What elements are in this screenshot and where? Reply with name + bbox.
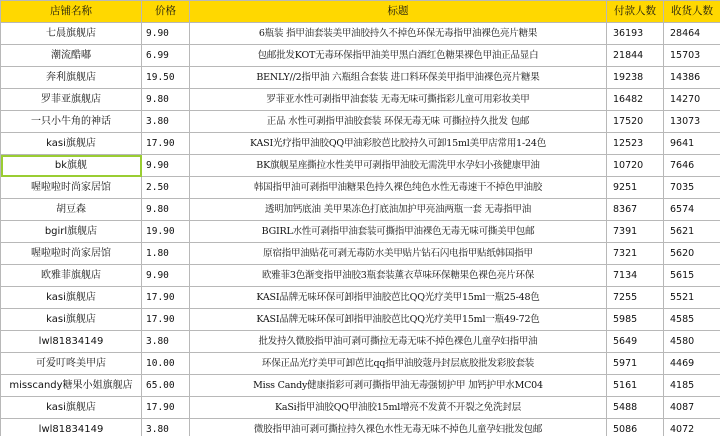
header-title[interactable]: 标题 bbox=[190, 1, 607, 23]
cell-shop[interactable]: 七晨旗舰店 bbox=[1, 23, 142, 45]
cell-shop[interactable]: 一只小牛角的神话 bbox=[1, 111, 142, 133]
cell-shop[interactable]: kasi旗舰店 bbox=[1, 287, 142, 309]
cell-shop[interactable]: misscandy糖果小姐旗舰店 bbox=[1, 375, 142, 397]
cell-price[interactable]: 10.00 bbox=[142, 353, 190, 375]
table-row bbox=[1, 89, 720, 111]
cell-title[interactable]: KASI光疗指甲油胶QQ甲油彩胶芭比胶持久可卸15ml美甲店常用1-24色 bbox=[190, 133, 607, 155]
cell-price[interactable]: 9.90 bbox=[142, 265, 190, 287]
cell-title[interactable]: 6瓶装 指甲油套装美甲油胶持久不掉色环保无毒指甲油裸色亮片糖果 bbox=[190, 23, 607, 45]
cell-payers[interactable]: 5649 bbox=[607, 331, 664, 353]
cell-shop[interactable]: bk旗舰 bbox=[1, 155, 142, 177]
table-row bbox=[1, 177, 720, 199]
cell-shop[interactable]: 胡豆森 bbox=[1, 199, 142, 221]
cell-shop[interactable]: kasi旗舰店 bbox=[1, 133, 142, 155]
cell-price[interactable]: 65.00 bbox=[142, 375, 190, 397]
table-row bbox=[1, 243, 720, 265]
header-receivers[interactable]: 收货人数 bbox=[664, 1, 720, 23]
table-row bbox=[1, 221, 720, 243]
cell-shop[interactable]: lwl81834149 bbox=[1, 419, 142, 436]
header-price[interactable]: 价格 bbox=[142, 1, 190, 23]
table-row bbox=[1, 419, 720, 436]
table-row bbox=[1, 375, 720, 397]
cell-price[interactable]: 3.80 bbox=[142, 419, 190, 436]
cell-title[interactable]: 原宿指甲油贴花可剥无毒防水美甲贴片钻石闪电指甲贴纸韩国指甲 bbox=[190, 243, 607, 265]
cell-payers[interactable]: 5161 bbox=[607, 375, 664, 397]
cell-receivers[interactable]: 15703 bbox=[664, 45, 720, 67]
cell-receivers[interactable]: 5621 bbox=[664, 221, 720, 243]
table-row bbox=[1, 133, 720, 155]
cell-shop[interactable]: 潮流酷嘟 bbox=[1, 45, 142, 67]
cell-price[interactable]: 6.99 bbox=[142, 45, 190, 67]
cell-price[interactable]: 9.80 bbox=[142, 199, 190, 221]
cell-price[interactable]: 19.90 bbox=[142, 221, 190, 243]
cell-payers[interactable]: 16482 bbox=[607, 89, 664, 111]
cell-title[interactable]: 罗菲亚水性可剥指甲油套装 无毒无味可撕指彩儿童可用彩妆美甲 bbox=[190, 89, 607, 111]
cell-receivers[interactable]: 9641 bbox=[664, 133, 720, 155]
cell-receivers[interactable]: 7035 bbox=[664, 177, 720, 199]
cell-price[interactable]: 17.90 bbox=[142, 287, 190, 309]
table-row bbox=[1, 397, 720, 419]
cell-receivers[interactable]: 14386 bbox=[664, 67, 720, 89]
cell-title[interactable]: 透明加钙底油 美甲果冻色打底油加护甲亮油两瓶一套 无毒指甲油 bbox=[190, 199, 607, 221]
cell-receivers[interactable]: 4580 bbox=[664, 331, 720, 353]
cell-receivers[interactable]: 28464 bbox=[664, 23, 720, 45]
cell-payers[interactable]: 21844 bbox=[607, 45, 664, 67]
cell-receivers[interactable]: 5615 bbox=[664, 265, 720, 287]
cell-shop[interactable]: kasi旗舰店 bbox=[1, 397, 142, 419]
cell-receivers[interactable]: 13073 bbox=[664, 111, 720, 133]
cell-payers[interactable]: 10720 bbox=[607, 155, 664, 177]
cell-payers[interactable]: 7134 bbox=[607, 265, 664, 287]
cell-receivers[interactable]: 4185 bbox=[664, 375, 720, 397]
cell-shop[interactable]: 喔啦啦时尚家居馆 bbox=[1, 177, 142, 199]
cell-title[interactable]: 环保正品光疗美甲可卸芭比qq指甲油胶蔻丹封层底胶批发彩胶套装 bbox=[190, 353, 607, 375]
cell-price[interactable]: 17.90 bbox=[142, 309, 190, 331]
cell-title[interactable]: BK旗舰星座撕拉水性美甲可剥指甲油胶无需洗甲水孕妇小孩健康甲油 bbox=[190, 155, 607, 177]
cell-price[interactable]: 17.90 bbox=[142, 133, 190, 155]
cell-payers[interactable]: 5985 bbox=[607, 309, 664, 331]
cell-shop[interactable]: lwl81834149 bbox=[1, 331, 142, 353]
cell-title[interactable]: BENLY//2指甲油 六瓶组合套装 进口料环保美甲指甲油裸色亮片糖果 bbox=[190, 67, 607, 89]
table-row bbox=[1, 331, 720, 353]
cell-payers[interactable]: 5086 bbox=[607, 419, 664, 436]
cell-payers[interactable]: 12523 bbox=[607, 133, 664, 155]
cell-price[interactable]: 9.80 bbox=[142, 89, 190, 111]
table-row bbox=[1, 67, 720, 89]
cell-shop[interactable]: 罗菲亚旗舰店 bbox=[1, 89, 142, 111]
cell-price[interactable]: 19.50 bbox=[142, 67, 190, 89]
cell-shop[interactable]: kasi旗舰店 bbox=[1, 309, 142, 331]
cell-shop[interactable]: 可爱叮咚美甲店 bbox=[1, 353, 142, 375]
cell-payers[interactable]: 7391 bbox=[607, 221, 664, 243]
cell-shop[interactable]: 奔利旗舰店 bbox=[1, 67, 142, 89]
cell-title[interactable]: KASI品牌无味环保可卸指甲油胶芭比QQ光疗美甲15ml一瓶25-48色 bbox=[190, 287, 607, 309]
cell-receivers[interactable]: 5521 bbox=[664, 287, 720, 309]
cell-payers[interactable]: 5488 bbox=[607, 397, 664, 419]
cell-receivers[interactable]: 7646 bbox=[664, 155, 720, 177]
cell-receivers[interactable]: 14270 bbox=[664, 89, 720, 111]
cell-title[interactable]: 包邮批发KOT无毒环保指甲油美甲黑白酒红色糖果裸色甲油正品显白 bbox=[190, 45, 607, 67]
cell-title[interactable]: 正品 水性可剥指甲油胶套装 环保无毒无味 可撕拉持久批发 包邮 bbox=[190, 111, 607, 133]
cell-payers[interactable]: 5971 bbox=[607, 353, 664, 375]
cell-price[interactable]: 9.90 bbox=[142, 155, 190, 177]
cell-title[interactable]: KaSi指甲油胶QQ甲油胶15ml增亮不发黄不开裂之免洗封层 bbox=[190, 397, 607, 419]
table-row bbox=[1, 199, 720, 221]
cell-receivers[interactable]: 4585 bbox=[664, 309, 720, 331]
cell-title[interactable]: 微胶指甲油可剥可撕拉持久裸色水性无毒无味不掉色儿童孕妇批发包邮 bbox=[190, 419, 607, 436]
cell-payers[interactable]: 7321 bbox=[607, 243, 664, 265]
cell-shop[interactable]: 喔啦啦时尚家居馆 bbox=[1, 243, 142, 265]
cell-receivers[interactable]: 4072 bbox=[664, 419, 720, 436]
cell-title[interactable]: BGIRL水性可剥指甲油套装可撕指甲油裸色无毒无味可撕美甲包邮 bbox=[190, 221, 607, 243]
table-row bbox=[1, 23, 720, 45]
cell-price[interactable]: 9.90 bbox=[142, 23, 190, 45]
table-row bbox=[1, 155, 720, 177]
cell-payers[interactable]: 8367 bbox=[607, 199, 664, 221]
table-row bbox=[1, 287, 720, 309]
cell-price[interactable]: 3.80 bbox=[142, 331, 190, 353]
cell-title[interactable]: KASI品牌无味环保可卸指甲油胶芭比QQ光疗美甲15ml一瓶49-72色 bbox=[190, 309, 607, 331]
cell-payers[interactable]: 17520 bbox=[607, 111, 664, 133]
cell-price[interactable]: 3.80 bbox=[142, 111, 190, 133]
cell-title[interactable]: 批发持久微胶指甲油可剥可撕拉无毒无味不掉色裸色儿童孕妇指甲油 bbox=[190, 331, 607, 353]
cell-receivers[interactable]: 5620 bbox=[664, 243, 720, 265]
cell-payers[interactable]: 9251 bbox=[607, 177, 664, 199]
header-shop[interactable]: 店铺名称 bbox=[1, 1, 142, 23]
cell-shop[interactable]: bgirl旗舰店 bbox=[1, 221, 142, 243]
header-row bbox=[1, 1, 720, 23]
table-row bbox=[1, 265, 720, 287]
cell-payers[interactable]: 7255 bbox=[607, 287, 664, 309]
cell-shop[interactable]: 欧雅菲旗舰店 bbox=[1, 265, 142, 287]
cell-title[interactable]: 欧雅菲3色渐变指甲油胶3瓶套装薰衣草味环保糖果色裸色亮片环保 bbox=[190, 265, 607, 287]
cell-receivers[interactable]: 4469 bbox=[664, 353, 720, 375]
cell-payers[interactable]: 19238 bbox=[607, 67, 664, 89]
cell-payers[interactable]: 36193 bbox=[607, 23, 664, 45]
cell-title[interactable]: Miss Candy健康指彩可剥可撕指甲油无毒强韧护甲 加钙护甲水MC04 bbox=[190, 375, 607, 397]
table-row bbox=[1, 111, 720, 133]
cell-receivers[interactable]: 6574 bbox=[664, 199, 720, 221]
cell-title[interactable]: 韩国指甲油可剥指甲油糖果色持久裸色纯色水性无毒速干不掉色甲油胶 bbox=[190, 177, 607, 199]
table-row bbox=[1, 309, 720, 331]
table-row bbox=[1, 353, 720, 375]
table-row bbox=[1, 45, 720, 67]
cell-price[interactable]: 2.50 bbox=[142, 177, 190, 199]
cell-receivers[interactable]: 4087 bbox=[664, 397, 720, 419]
cell-price[interactable]: 17.90 bbox=[142, 397, 190, 419]
header-payers[interactable]: 付款人数 bbox=[607, 1, 664, 23]
cell-price[interactable]: 1.80 bbox=[142, 243, 190, 265]
